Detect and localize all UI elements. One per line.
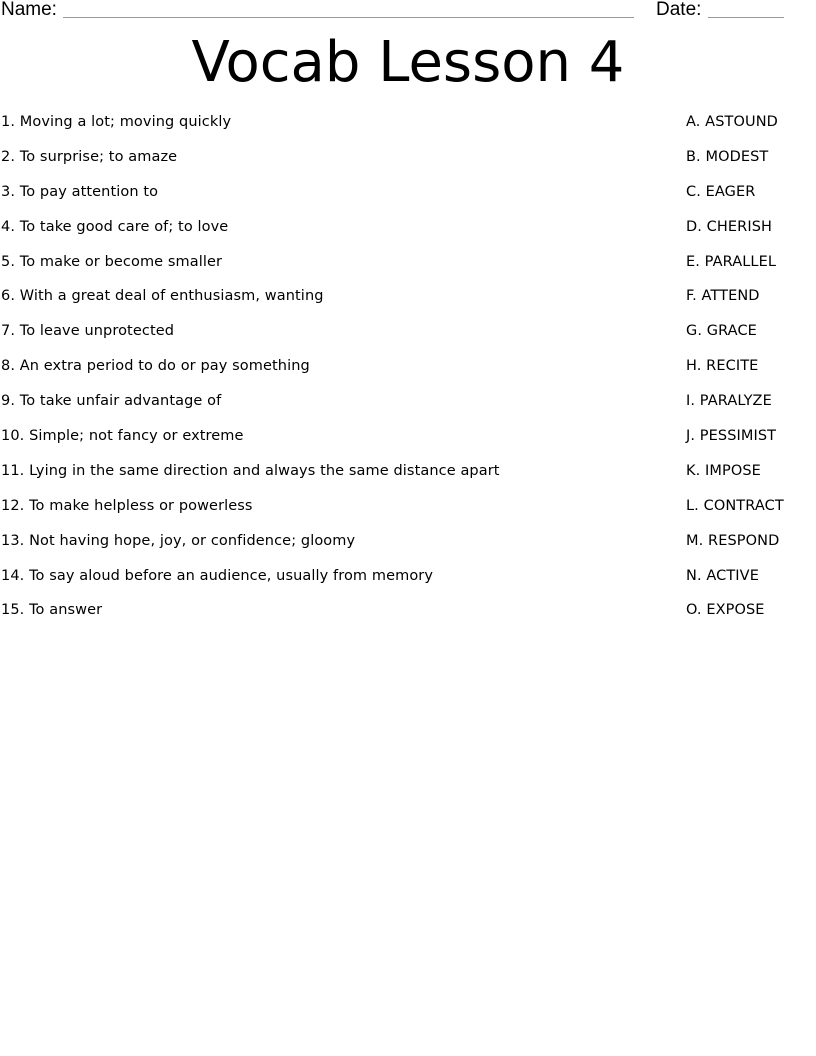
answer-item: H. RECITE xyxy=(686,358,759,375)
clue-item: 6. With a great deal of enthusiasm, wanting xyxy=(1,288,324,305)
date-label: Date: xyxy=(656,0,702,20)
clue-item: 8. An extra period to do or pay something xyxy=(1,358,310,375)
clue-item: 14. To say aloud before an audience, usually from memory xyxy=(1,567,434,584)
answer-list xyxy=(686,112,814,635)
clue-item: 12. To make helpless or powerless xyxy=(1,497,253,514)
answer-item: O. EXPOSE xyxy=(686,602,765,619)
clue-item: 9. To take unfair advantage of xyxy=(1,393,222,410)
date-write-line xyxy=(708,17,784,18)
answer-item: I. PARALYZE xyxy=(686,393,772,410)
clue-item: 4. To take good care of; to love xyxy=(1,218,229,235)
answer-item: E. PARALLEL xyxy=(686,253,777,270)
clue-item: 13. Not having hope, joy, or confidence; gloomy xyxy=(1,532,356,549)
worksheet-header xyxy=(0,0,816,24)
name-label: Name: xyxy=(1,0,57,20)
clue-item: 5. To make or become smaller xyxy=(1,253,223,270)
answer-item: D. CHERISH xyxy=(686,218,773,235)
clue-item: 1. Moving a lot; moving quickly xyxy=(1,114,232,130)
answer-item: A. ASTOUND xyxy=(686,114,778,130)
answer-item: J. PESSIMIST xyxy=(686,428,777,445)
page-title: Vocab Lesson 4 xyxy=(191,30,625,95)
answer-item: G. GRACE xyxy=(686,323,757,340)
answer-item: C. EAGER xyxy=(686,183,756,200)
clue-item: 10. Simple; not fancy or extreme xyxy=(1,428,244,445)
answer-item: B. MODEST xyxy=(686,148,769,165)
answer-item: N. ACTIVE xyxy=(686,567,759,584)
clue-item: 11. Lying in the same direction and always the same distance apart xyxy=(1,462,500,479)
clue-item: 7. To leave unprotected xyxy=(1,323,175,340)
name-write-line xyxy=(63,17,634,18)
clue-item: 2. To surprise; to amaze xyxy=(1,148,178,165)
answer-item: M. RESPOND xyxy=(686,532,780,549)
clue-list xyxy=(1,112,641,635)
answer-item: F. ATTEND xyxy=(686,288,760,305)
clue-item: 15. To answer xyxy=(1,602,103,619)
answer-item: K. IMPOSE xyxy=(686,462,761,479)
clue-item: 3. To pay attention to xyxy=(1,183,159,200)
answer-item: L. CONTRACT xyxy=(686,497,784,514)
